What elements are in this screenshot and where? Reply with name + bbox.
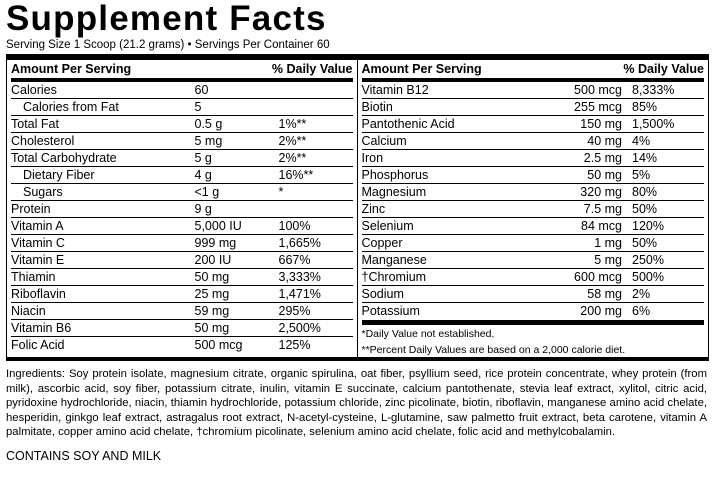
nutrient-daily-value: 80% bbox=[632, 184, 704, 201]
nutrient-daily-value: * bbox=[279, 184, 353, 201]
nutrient-amount: 1 mg bbox=[536, 235, 632, 252]
table-row bbox=[362, 252, 705, 269]
table-row bbox=[362, 184, 705, 201]
nutrient-name: Thiamin bbox=[11, 269, 195, 286]
table-row bbox=[11, 184, 353, 201]
table-row bbox=[362, 116, 705, 133]
nutrient-amount: 40 mg bbox=[536, 133, 632, 150]
nutrient-name: Protein bbox=[11, 201, 195, 218]
nutrient-name: Niacin bbox=[11, 303, 195, 320]
nutrient-amount: 84 mcg bbox=[536, 218, 632, 235]
nutrient-daily-value: 120% bbox=[632, 218, 704, 235]
nutrient-name: Sodium bbox=[362, 286, 537, 303]
nutrient-daily-value: 5% bbox=[632, 167, 704, 184]
nutrient-daily-value bbox=[279, 201, 353, 218]
nutrient-amount: 600 mcg bbox=[536, 269, 632, 286]
table-row bbox=[11, 116, 353, 133]
nutrient-daily-value: 295% bbox=[279, 303, 353, 320]
nutrient-amount: 5 mg bbox=[195, 133, 279, 150]
allergen-statement: CONTAINS SOY AND MILK bbox=[6, 448, 162, 463]
percent-daily-value-header: % Daily Value bbox=[623, 62, 704, 76]
nutrient-amount: 5 g bbox=[195, 150, 279, 167]
nutrient-daily-value: 50% bbox=[632, 201, 704, 218]
table-row bbox=[362, 167, 705, 184]
nutrient-amount: 500 mcg bbox=[536, 82, 632, 99]
table-row bbox=[11, 82, 353, 99]
amount-per-serving-header: Amount Per Serving bbox=[361, 62, 482, 76]
nutrient-daily-value: 125% bbox=[278, 338, 311, 352]
nutrient-daily-value: 2%** bbox=[279, 133, 353, 150]
nutrient-amount: 58 mg bbox=[536, 286, 632, 303]
serving-size-line: Serving Size 1 Scoop (21.2 grams) • Servings Per Container 60 bbox=[6, 39, 330, 51]
footnote-text: *Daily Value not established. bbox=[361, 328, 495, 340]
nutrient-amount: 50 mg bbox=[536, 167, 632, 184]
nutrient-name: Magnesium bbox=[362, 184, 537, 201]
nutrient-daily-value: 16%** bbox=[279, 167, 353, 184]
nutrient-amount: 5,000 IU bbox=[195, 218, 279, 235]
table-row bbox=[11, 303, 353, 320]
amount-per-serving-header: Amount Per Serving bbox=[11, 62, 132, 76]
table-row bbox=[362, 133, 705, 150]
nutrition-column-left bbox=[7, 60, 358, 357]
nutrient-daily-value: 4% bbox=[632, 133, 704, 150]
nutrient-name: Vitamin B6 bbox=[11, 320, 195, 337]
nutrient-name: Calories bbox=[11, 82, 195, 99]
nutrient-name: Phosphorus bbox=[362, 167, 537, 184]
table-row bbox=[362, 269, 705, 286]
nutrient-name: Iron bbox=[362, 150, 537, 167]
nutrient-name: Dietary Fiber bbox=[11, 167, 195, 184]
nutrient-name: Pantothenic Acid bbox=[362, 116, 537, 133]
nutrient-daily-value: 1,500% bbox=[632, 116, 704, 133]
nutrient-name: Biotin bbox=[362, 99, 537, 116]
table-row bbox=[362, 235, 705, 252]
nutrient-amount: 50 mg bbox=[195, 320, 279, 337]
nutrient-daily-value: 6% bbox=[632, 304, 651, 318]
nutrient-amount: 50 mg bbox=[195, 269, 279, 286]
nutrient-name: †Chromium bbox=[362, 269, 537, 286]
column-header-left bbox=[11, 60, 353, 78]
table-row bbox=[11, 167, 353, 184]
footnote-list bbox=[362, 325, 705, 357]
nutrient-daily-value: 250% bbox=[632, 252, 704, 269]
table-row bbox=[362, 82, 705, 99]
nutrient-amount: 255 mcg bbox=[536, 99, 632, 116]
nutrient-daily-value bbox=[279, 99, 353, 116]
nutrient-name: Calories from Fat bbox=[11, 99, 195, 116]
footnote-text: **Percent Daily Values are based on a 2,000 calorie diet. bbox=[361, 344, 626, 356]
nutrient-name: Vitamin A bbox=[11, 218, 195, 235]
nutrient-name: Sugars bbox=[11, 184, 195, 201]
nutrient-name: Potassium bbox=[361, 304, 420, 318]
ingredients-paragraph: Ingredients: Soy protein isolate, magnesium citrate, organic spirulina, oat fiber, psyllium seed, rice protein concentrate, whey protein (from milk), ascorbic acid, soy fiber, potassium citrate, inulin, vitamin E succinate, calcium pantothenate, stevia leaf extract, xylitol, citric acid, pyridoxine hydrochloride, niacin, thiamin hydrochloride, potassium chloride, zinc picolinate, biotin, riboflavin, manganese amino acid chelate, hesperidin, ginkgo leaf extract, astragalus root extract, N-acetyl-cysteine, L-glutamine, saw palmetto fruit extract, beta carotene, vitamin A palmitate, copper amino acid chelate, †chromium picolinate, selenium amino acid chelate, folic acid and methylcobalamin. bbox=[6, 368, 707, 439]
nutrient-amount: 200 IU bbox=[195, 252, 279, 269]
table-row bbox=[11, 269, 353, 286]
nutrient-amount: 25 mg bbox=[195, 286, 279, 303]
nutrition-columns bbox=[6, 60, 709, 361]
nutrient-amount: 5 mg bbox=[536, 252, 632, 269]
nutrient-daily-value: 1,471% bbox=[279, 286, 353, 303]
nutrient-name: Folic Acid bbox=[11, 338, 65, 352]
nutrient-daily-value: 14% bbox=[632, 150, 704, 167]
nutrient-daily-value: 1%** bbox=[279, 116, 353, 133]
nutrient-name: Cholesterol bbox=[11, 133, 195, 150]
nutrient-amount: 7.5 mg bbox=[536, 201, 632, 218]
nutrient-name: Riboflavin bbox=[11, 286, 195, 303]
nutrient-name: Calcium bbox=[362, 133, 537, 150]
nutrient-amount: 59 mg bbox=[195, 303, 279, 320]
table-row bbox=[362, 150, 705, 167]
nutrition-table-right bbox=[362, 82, 705, 319]
nutrient-amount: 5 bbox=[195, 99, 279, 116]
nutrient-daily-value: 2%** bbox=[279, 150, 353, 167]
nutrient-daily-value: 3,333% bbox=[279, 269, 353, 286]
nutrient-amount: <1 g bbox=[195, 184, 279, 201]
nutrient-daily-value: 2% bbox=[632, 286, 704, 303]
nutrient-daily-value bbox=[279, 82, 353, 99]
nutrient-amount: 320 mg bbox=[536, 184, 632, 201]
nutrient-name: Total Carbohydrate bbox=[11, 150, 195, 167]
table-row bbox=[362, 303, 705, 320]
nutrient-daily-value: 100% bbox=[279, 218, 353, 235]
nutrient-daily-value: 2,500% bbox=[279, 320, 353, 337]
percent-daily-value-header: % Daily Value bbox=[271, 62, 353, 76]
nutrient-daily-value: 85% bbox=[632, 99, 704, 116]
nutrition-table-left bbox=[11, 82, 353, 353]
nutrient-name: Manganese bbox=[362, 252, 537, 269]
nutrient-daily-value: 500% bbox=[632, 269, 704, 286]
table-row bbox=[362, 99, 705, 116]
nutrient-daily-value: 50% bbox=[632, 235, 704, 252]
table-row bbox=[11, 133, 353, 150]
nutrient-amount: 150 mg bbox=[536, 116, 632, 133]
page-title: Supplement Facts bbox=[6, 0, 327, 38]
nutrient-name: Zinc bbox=[362, 201, 537, 218]
nutrient-daily-value: 1,665% bbox=[279, 235, 353, 252]
table-row bbox=[11, 235, 353, 252]
nutrient-daily-value: 8,333% bbox=[632, 82, 704, 99]
table-row bbox=[11, 218, 353, 235]
nutrient-amount: 9 g bbox=[195, 201, 279, 218]
nutrient-amount: 2.5 mg bbox=[536, 150, 632, 167]
table-row bbox=[11, 337, 353, 354]
table-row bbox=[11, 320, 353, 337]
table-row bbox=[362, 201, 705, 218]
column-header-right bbox=[362, 60, 705, 78]
table-row bbox=[11, 286, 353, 303]
nutrient-amount: 999 mg bbox=[195, 235, 279, 252]
nutrient-name: Vitamin E bbox=[11, 252, 195, 269]
nutrient-name: Selenium bbox=[362, 218, 537, 235]
nutrient-amount: 4 g bbox=[195, 167, 279, 184]
table-row bbox=[11, 201, 353, 218]
nutrient-name: Total Fat bbox=[11, 116, 195, 133]
table-row bbox=[362, 218, 705, 235]
nutrient-amount: 500 mcg bbox=[194, 338, 243, 352]
nutrient-amount: 60 bbox=[195, 82, 279, 99]
nutrient-amount: 0.5 g bbox=[195, 116, 279, 133]
table-row bbox=[11, 252, 353, 269]
table-row bbox=[11, 150, 353, 167]
nutrient-daily-value: 667% bbox=[279, 252, 353, 269]
table-row bbox=[11, 99, 353, 116]
nutrient-name: Vitamin B12 bbox=[362, 82, 537, 99]
nutrition-column-right bbox=[358, 60, 709, 357]
nutrient-amount: 200 mg bbox=[580, 304, 622, 318]
nutrient-name: Copper bbox=[362, 235, 537, 252]
nutrient-name: Vitamin C bbox=[11, 235, 195, 252]
table-row bbox=[362, 286, 705, 303]
